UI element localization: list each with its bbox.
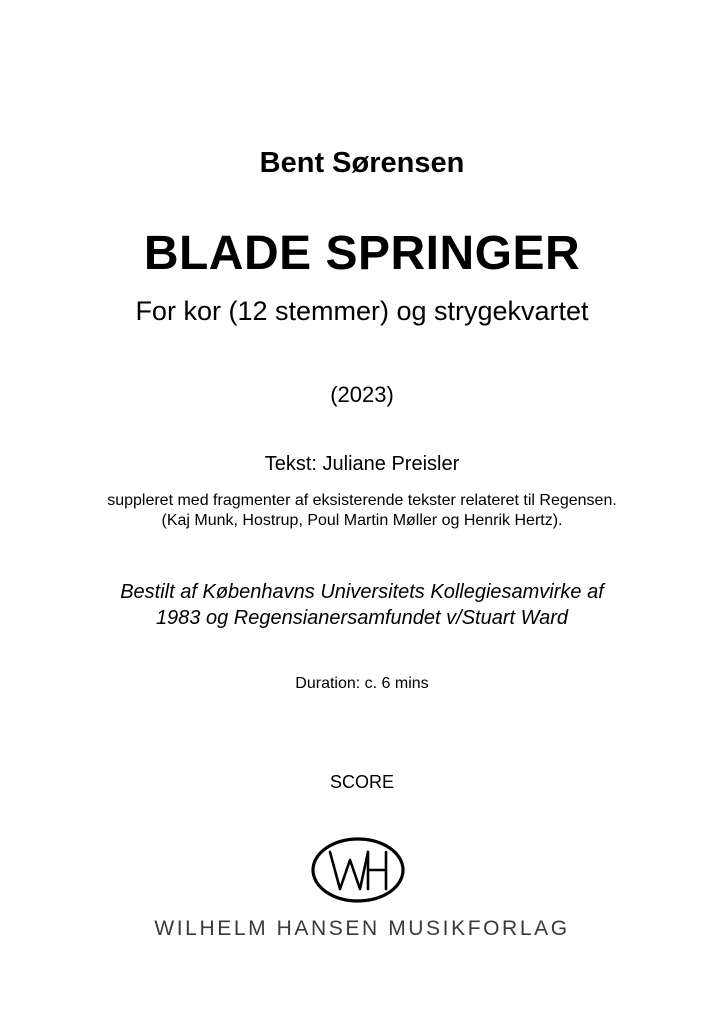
composer-name: Bent Sørensen (259, 147, 465, 179)
commission-note (0, 579, 724, 631)
composition-year: (2023) (330, 382, 394, 407)
commission-line-2: 1983 og Regensianersamfundet v/Stuart Ward (155, 607, 569, 629)
work-subtitle: For kor (12 stemmer) og strygekvartet (135, 296, 589, 326)
score-label: SCORE (329, 772, 394, 792)
supplement-line-2: (Kaj Munk, Hostrup, Poul Martin Møller og Henrik Hertz). (161, 512, 563, 529)
supplement-line-1: suppleret med fragmenter af eksisterende tekster relateret til Regensen. (107, 492, 617, 509)
duration: Duration: c. 6 mins (295, 675, 429, 692)
supplement-note (0, 491, 724, 531)
publisher-name: WILHELM HANSEN MUSIKFORLAG (154, 917, 570, 940)
publisher-logo-icon (310, 836, 406, 904)
commission-line-1: Bestilt af Københavns Universitets Kollegiesamvirke af (120, 581, 604, 603)
text-credit: Tekst: Juliane Preisler (264, 453, 460, 475)
work-title: BLADE SPRINGER (143, 227, 581, 280)
